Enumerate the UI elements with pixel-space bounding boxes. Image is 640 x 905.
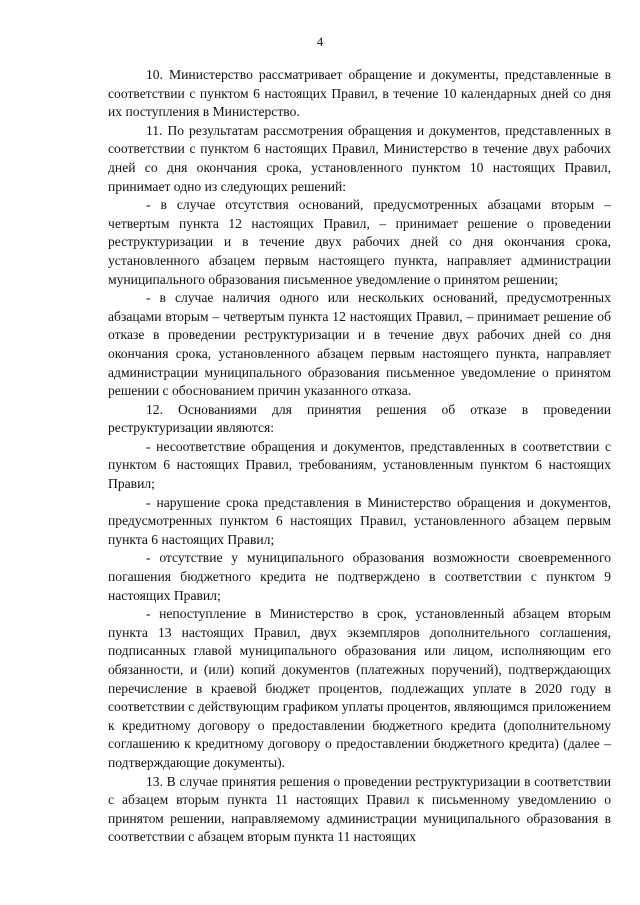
document-body — [108, 66, 611, 847]
paragraph-12-item-3: - отсутствие у муниципального образования возможности своевременного погашения бюджетного кредита не подтверждено в соответствии с пунктом 9 настоящих Правил; — [108, 550, 611, 603]
paragraph-12-item-2: - нарушение срока представления в Министерство обращения и документов, предусмотренных пунктом 6 настоящих Правил, установленного абзацем первым пункта 6 настоящих Правил; — [108, 494, 611, 547]
paragraph-11-item-refuse: - в случае наличия одного или нескольких оснований, предусмотренных абзацами вторым – четвертым пункта 12 настоящих Правил, – принимает решение об отказе в проведении реструктуризации и в течение двух рабочих дней со дня окончания срока, установленного абзацем первым настоящего пункта, направляет администрации муниципального образования письменное уведомление о принятом решении с обоснованием причин указанного отказа. — [108, 290, 611, 399]
paragraph-11-item-approve: - в случае отсутствия оснований, предусмотренных абзацами вторым – четвертым пункта 12 настоящих Правил, – принимает решение о проведении реструктуризации и в течение двух рабочих дней со дня окончания срока, установленного абзацем первым настоящего пункта, направляет администрации муниципального образования письменное уведомление о принятом решении; — [108, 197, 611, 287]
paragraph-11: 11. По результатам рассмотрения обращения и документов, представленных в соответствии с пунктом 6 настоящих Правил, Министерство в течение двух рабочих дней со дня окончания срока, установленного пунктом 10 настоящих Правил, принимает одно из следующих решений: — [108, 122, 611, 194]
paragraph-10: 10. Министерство рассматривает обращение и документы, представленные в соответствии с пунктом 6 настоящих Правил, в течение 10 календарных дней со дня их поступления в Министерство. — [108, 67, 611, 120]
paragraph-12: 12. Основаниями для принятия решения об отказе в проведении реструктуризации являются: — [108, 401, 611, 436]
page-number: 4 — [316, 34, 324, 49]
paragraph-12-item-4: - непоступление в Министерство в срок, установленный абзацем вторым пункта 13 настоящих Правил, двух экземпляров дополнительного соглашения, подписанных главой муниципального образования или лицом, исполняющим его обязанности, и (или) копий документов (платежных поручений), подтверждающих перечисление в краевой бюджет процентов, подлежащих уплате в 2020 году в соответствии с действующим графиком уплаты процентов, являющимся приложением к кредитному договору о предоставлении бюджетного кредита (дополнительному соглашению к кредитному договору о предоставлении бюджетного кредита) (далее – подтверждающие документы). — [108, 606, 611, 770]
paragraph-13: 13. В случае принятия решения о проведении реструктуризации в соответствии с абзацем вторым пункта 11 настоящих Правил к письменному уведомлению о принятом решении, направляемому администрации муниципального образования в соответствии с абзацем вторым пункта 11 настоящих — [108, 773, 611, 845]
paragraph-12-item-1: - несоответствие обращения и документов, представленных в соответствии с пунктом 6 настоящих Правил, требованиям, установленным пунктом 6 настоящих Правил; — [108, 438, 611, 492]
